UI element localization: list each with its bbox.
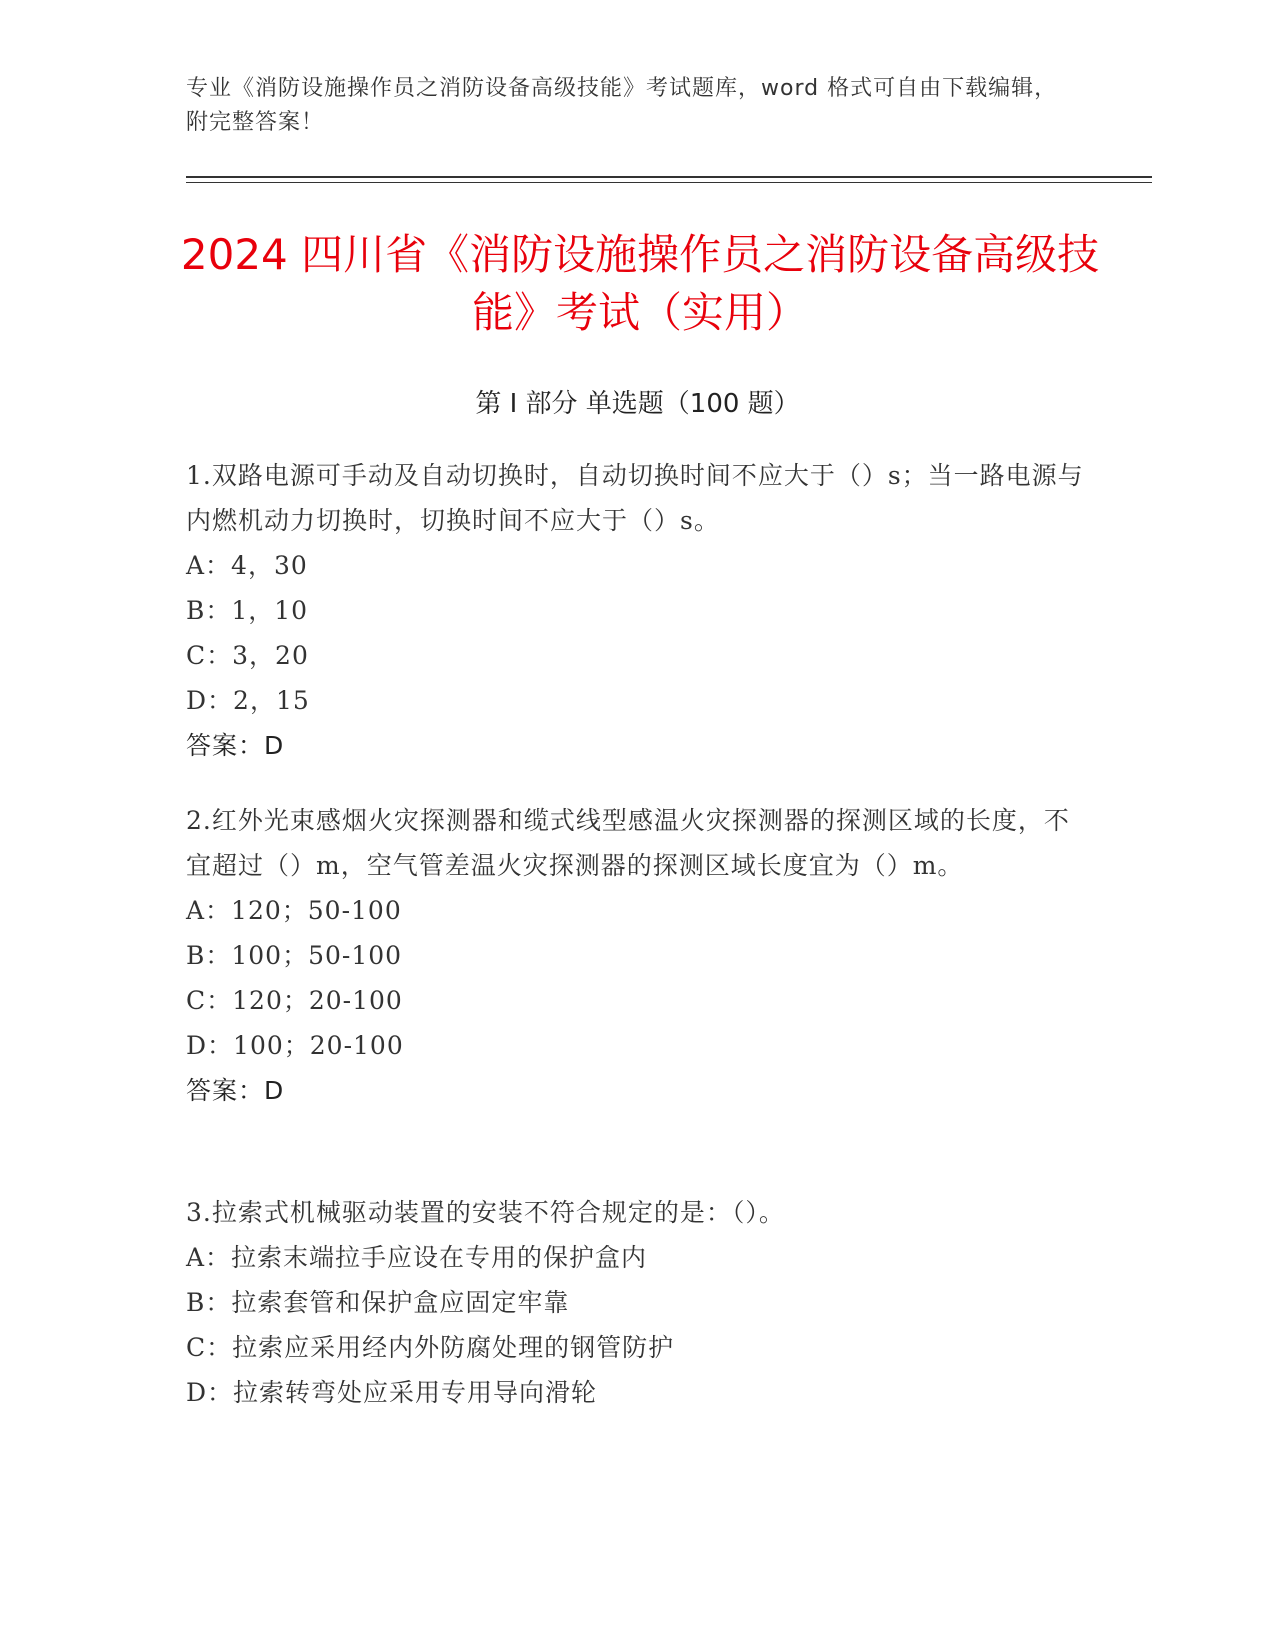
- section-title: 第 I 部分 单选题（100 题）: [475, 389, 800, 419]
- option-c: C：120；20-100: [186, 986, 403, 1015]
- answer: 答案：D: [186, 731, 285, 760]
- question-3: [186, 1190, 1086, 1415]
- option-d: D：100；20-100: [186, 1031, 404, 1060]
- option-b: B：拉索套管和保护盒应固定牢靠: [186, 1288, 570, 1317]
- option-c: C：3，20: [186, 641, 309, 670]
- header-divider: [186, 176, 1152, 178]
- option-a: A：拉索末端拉手应设在专用的保护盒内: [186, 1243, 648, 1272]
- header-note: 专业《消防设施操作员之消防设备高级技能》考试题库，word 格式可自由下载编辑，附完整答案！: [186, 76, 1058, 135]
- option-d: D：拉索转弯处应采用专用导向滑轮: [186, 1378, 598, 1407]
- option-d: D：2，15: [186, 686, 310, 715]
- question-stem: 1.双路电源可手动及自动切换时，自动切换时间不应大于（）s；当一路电源与内燃机动力切换时，切换时间不应大于（）s。: [186, 461, 1084, 535]
- option-c: C：拉索应采用经内外防腐处理的钢管防护: [186, 1333, 675, 1362]
- question-1: [186, 453, 1086, 768]
- option-b: B：1，10: [186, 596, 309, 625]
- answer: 答案：D: [186, 1076, 285, 1105]
- document-title: 2024 四川省《消防设施操作员之消防设备高级技能》考试（实用）: [180, 230, 1100, 337]
- option-a: A：4，30: [186, 551, 308, 580]
- header-divider-thin: [186, 182, 1152, 183]
- option-a: A：120；50-100: [186, 896, 402, 925]
- question-stem: 3.拉索式机械驱动装置的安装不符合规定的是：（）。: [186, 1198, 785, 1227]
- option-b: B：100；50-100: [186, 941, 403, 970]
- question-stem: 2.红外光束感烟火灾探测器和缆式线型感温火灾探测器的探测区域的长度，不宜超过（）m，空气管差温火灾探测器的探测区域长度宜为（）m。: [186, 806, 1070, 880]
- question-2: [186, 798, 1086, 1113]
